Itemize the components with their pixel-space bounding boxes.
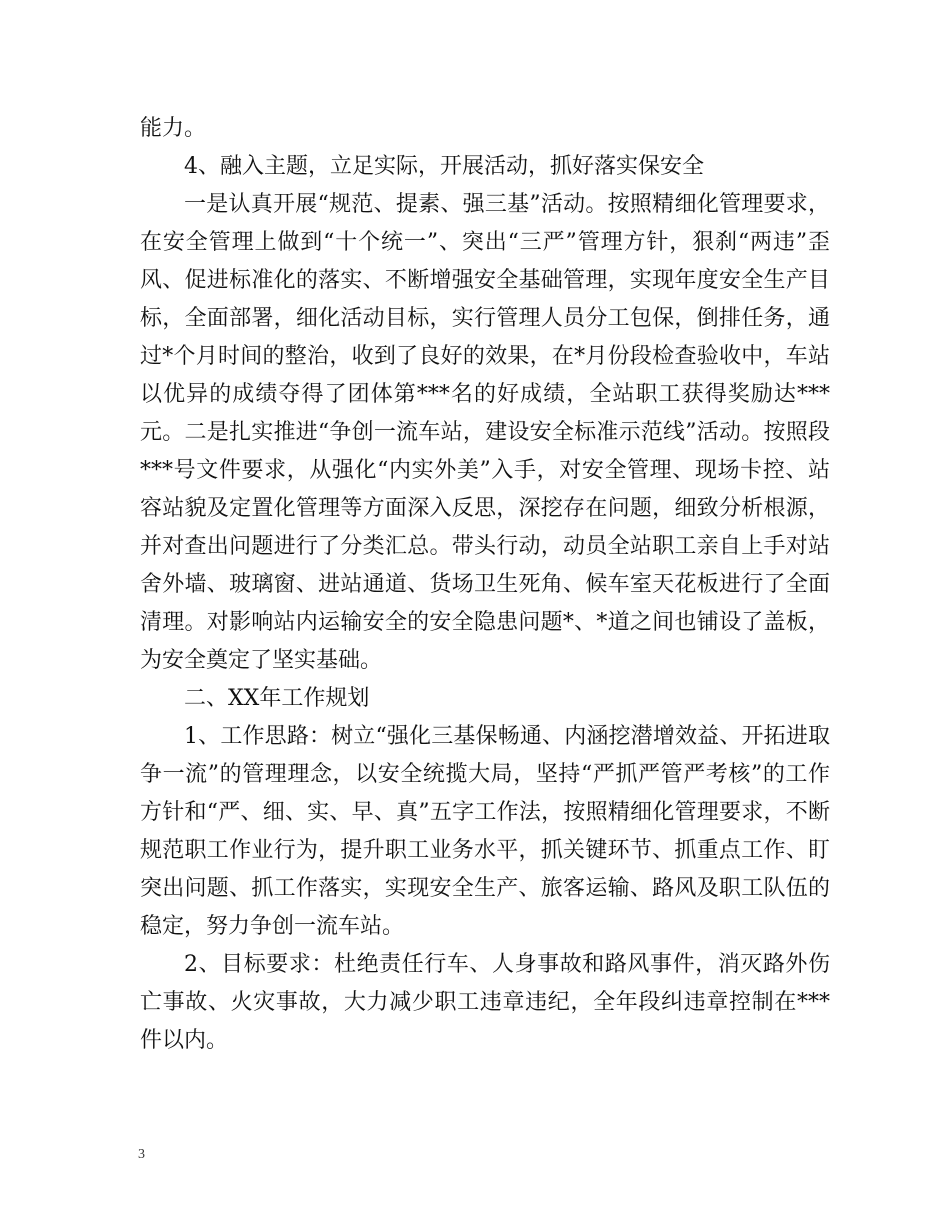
section-heading: 二、XX年工作规划 — [184, 686, 370, 711]
paragraph-2-heading: 4、融入主题，立足实际，开展活动，抓好落实保安全 — [184, 154, 704, 179]
paragraph-6: 2、目标要求：杜绝责任行车、人身事故和路风事件，消灭路外伤亡事故、火灾事故，大力减少职工违章违纪，全年段纠违章控制在***件以内。 — [140, 952, 830, 1053]
paragraph-5: 1、工作思路：树立“强化三基保畅通、内涵挖潜增效益、开拓进取争一流”的管理理念，以安全统揽大局，坚持“严抓严管严考核”的工作方针和“严、细、实、早、真”五字工作法，按照精细化管理要求，不断规范职工作业行为，提升职工业务水平，抓关键环节、抓重点工作、盯突出问题、抓工作落实，实现安全生产、旅客运输、路风及职工队伍的稳定，努力争创一流车站。 — [140, 724, 830, 939]
paragraph-1: 能力。 — [140, 116, 207, 141]
page-number: 3 — [138, 1147, 145, 1162]
document-body — [140, 110, 830, 1060]
paragraph-3: 一是认真开展“规范、提素、强三基”活动。按照精细化管理要求，在安全管理上做到“十个统一”、突出“三严”管理方针，狠刹“两违”歪风、促进标准化的落实、不断增强安全基础管理，实现年度安全生产目标，全面部署，细化活动目标，实行管理人员分工包保，倒排任务，通过*个月时间的整治，收到了良好的效果，在*月份段检查验收中，车站以优异的成绩夺得了团体第***名的好成绩，全站职工获得奖励达***元。二是扎实推进“争创一流车站，建设安全标准示范线”活动。按照段***号文件要求，从强化“内实外美”入手，对安全管理、现场卡控、站容站貌及定置化管理等方面深入反思，深挖存在问题，细致分析根源，并对查出问题进行了分类汇总。带头行动，动员全站职工亲自上手对站舍外墙、玻璃窗、进站通道、货场卫生死角、候车室天花板进行了全面清理。对影响站内运输安全的安全隐患问题*、*道之间也铺设了盖板，为安全奠定了坚实基础。 — [140, 192, 830, 673]
